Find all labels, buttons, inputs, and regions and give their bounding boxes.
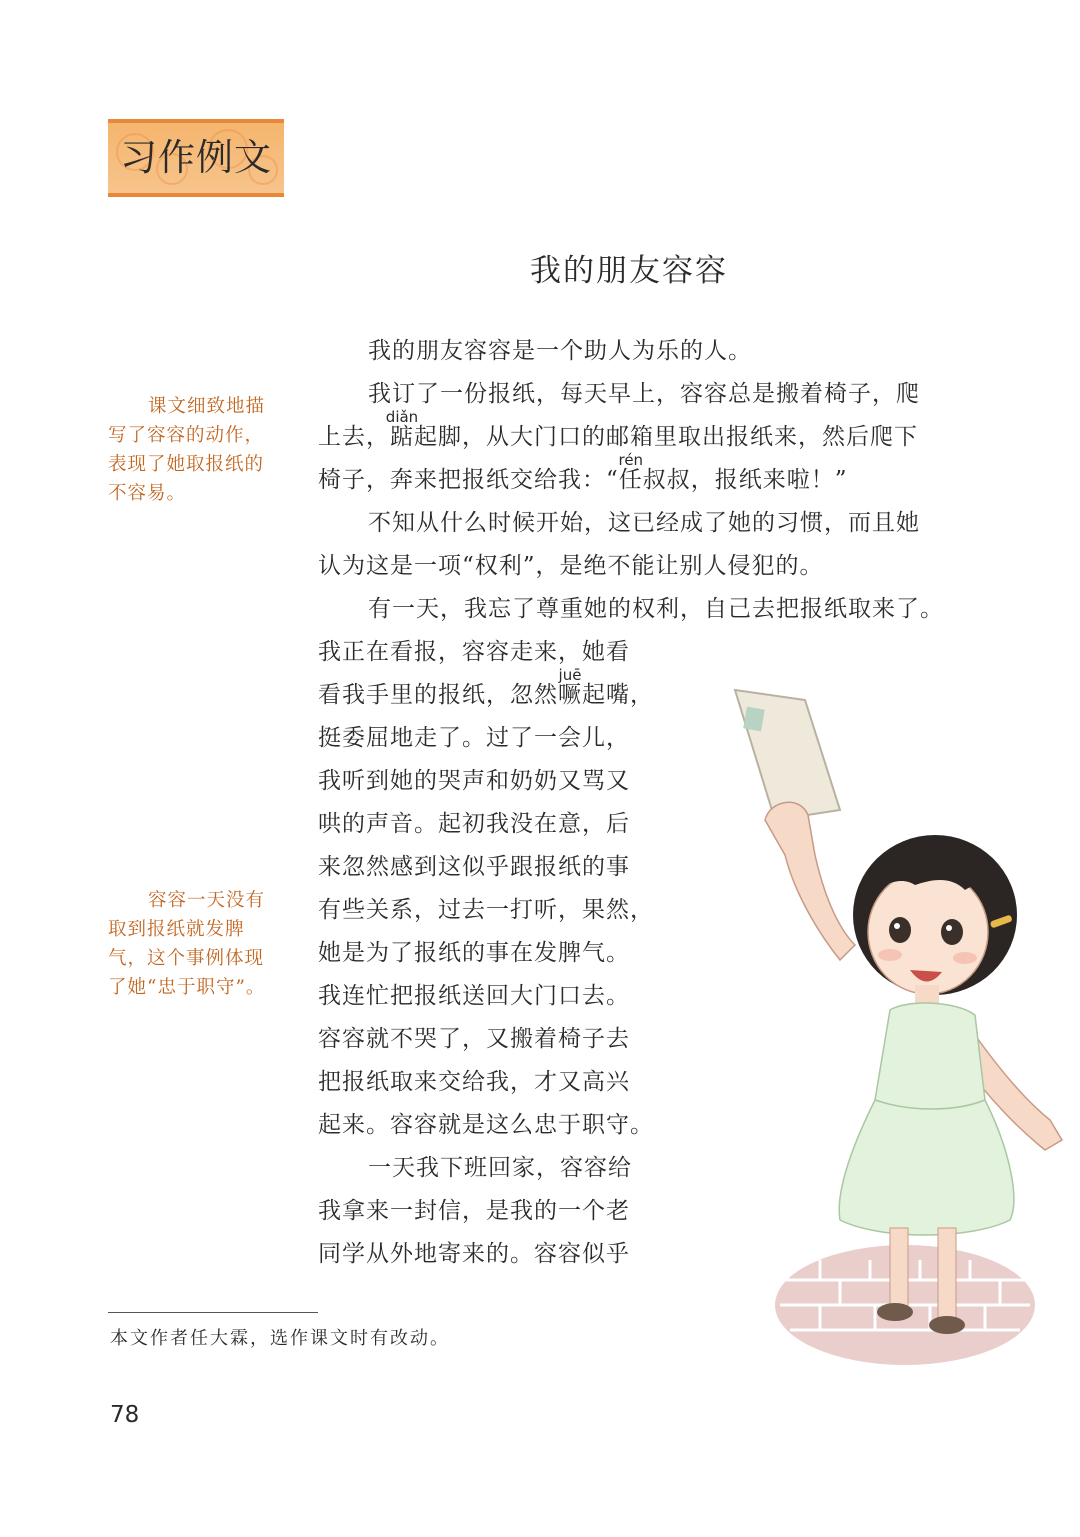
article-line-12: 哄的声音。起初我没在意，后	[318, 811, 630, 837]
margin-note-1: 课文细致地描 写了容容的动作， 表现了她取报纸的 不容易。	[108, 396, 266, 504]
section-badge	[108, 119, 284, 197]
article-line-17: 容容就不哭了，又搬着椅子去	[318, 1026, 630, 1052]
section-badge-label: 习作例文	[120, 136, 272, 179]
article-line-18: 把报纸取来交给我，才又高兴	[318, 1069, 630, 1095]
article-line-21: 我拿来一封信，是我的一个老	[318, 1198, 630, 1224]
article-line-20: 一天我下班回家，容容给	[368, 1155, 632, 1181]
article-line-16: 我连忙把报纸送回大门口去。	[318, 983, 630, 1009]
article-title: 我的朋友容容	[530, 253, 728, 289]
article-line-8: 我正在看报，容容走来，她看	[318, 639, 630, 665]
article-line-6: 认为这是一项“权利”，是绝不能让别人侵犯的。	[318, 553, 824, 579]
girl-holding-newspaper-illustration	[690, 680, 1080, 1380]
article-line-4: 椅子，奔来把报纸交给我：“ rén 任叔叔，报纸来啦！”	[318, 465, 848, 495]
article-line-10: 挺委屈地走了。过了一会儿，	[318, 725, 630, 751]
article-line-14: 有些关系，过去一打听，果然，	[318, 897, 654, 923]
article-line-13: 来忽然感到这似乎跟报纸的事	[318, 854, 630, 880]
article-line-11: 我听到她的哭声和奶奶又骂又	[318, 768, 630, 794]
pinyin-ren: rén	[618, 451, 644, 469]
article-line-3: 上去， diǎn 踮起脚，从大门口的邮箱里取出报纸来，然后爬下	[318, 422, 918, 452]
article-line-22: 同学从外地寄来的。容容似乎	[318, 1241, 630, 1267]
ruby-jue: juē 噘	[558, 680, 582, 710]
page-number: 78	[110, 1402, 140, 1428]
margin-note-2: 容容一天没有 取到报纸就发脾 气，这个事例体现 了她“忠于职守”。	[108, 890, 266, 998]
footnote-rule	[108, 1312, 318, 1313]
article-line-7: 有一天，我忘了尊重她的权利，自己去把报纸取来了。	[368, 596, 944, 622]
article-line-1: 我的朋友容容是一个助人为乐的人。	[368, 338, 752, 364]
footnote: 本文作者任大霖，选作课文时有改动。	[110, 1328, 450, 1349]
article-line-19: 起来。容容就是这么忠于职守。	[318, 1112, 654, 1138]
ruby-dian: diǎn 踮	[390, 422, 414, 452]
pinyin-dian: diǎn	[385, 408, 419, 426]
article-line-2: 我订了一份报纸，每天早上，容容总是搬着椅子，爬	[368, 381, 920, 407]
article-line-15: 她是为了报纸的事在发脾气。	[318, 940, 630, 966]
article-line-5: 不知从什么时候开始，这已经成了她的习惯，而且她	[368, 510, 920, 536]
ruby-ren: rén 任	[619, 465, 643, 495]
article-line-9: 看我手里的报纸，忽然 juē 噘起嘴，	[318, 680, 654, 710]
pinyin-jue: juē	[558, 666, 582, 684]
